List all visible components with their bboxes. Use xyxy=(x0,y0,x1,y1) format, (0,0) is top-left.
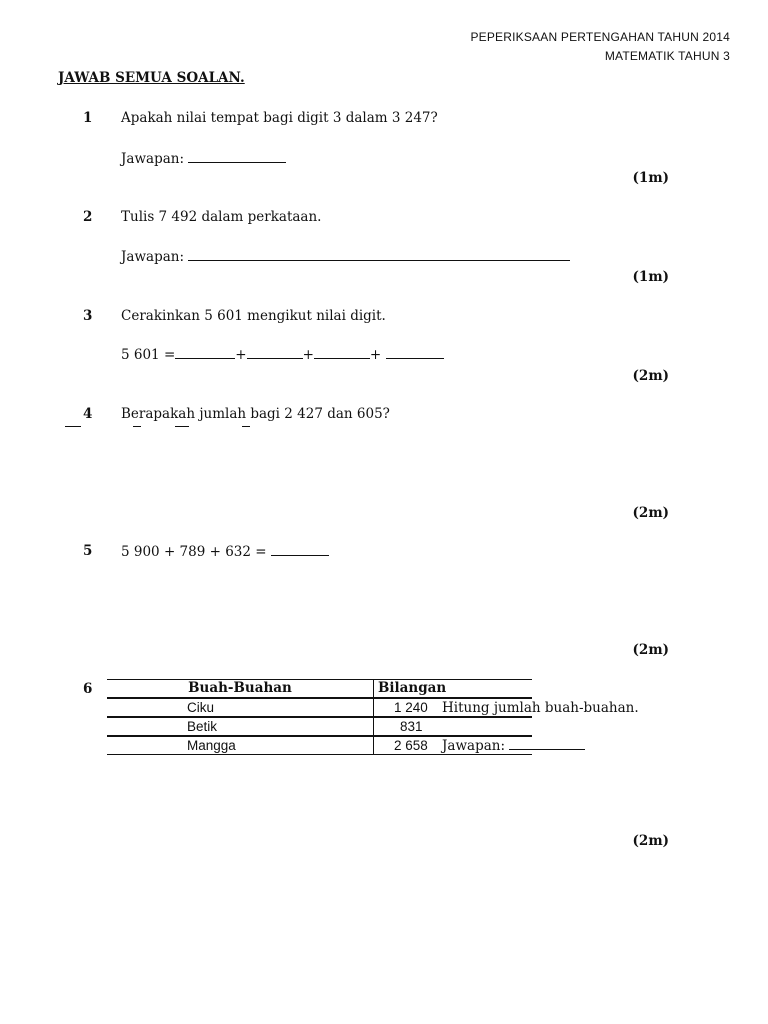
question-1-text: Apakah nilai tempat bagi digit 3 dalam 3 247? xyxy=(121,110,438,126)
equation-lhs: 5 601 = xyxy=(121,347,176,363)
answer-blank[interactable] xyxy=(175,346,235,359)
stray-mark xyxy=(133,426,141,427)
stray-mark xyxy=(65,426,81,427)
question-5-equation xyxy=(121,543,329,560)
question-2-number: 2 xyxy=(83,209,93,225)
question-3-number: 3 xyxy=(83,308,93,324)
table-row xyxy=(107,717,532,736)
question-4-marks: (2m) xyxy=(632,505,669,521)
fruit-name: Betik xyxy=(107,717,374,736)
question-3-marks: (2m) xyxy=(632,368,669,384)
stray-mark xyxy=(242,426,250,427)
stray-mark xyxy=(175,426,189,427)
fruit-name: Mangga xyxy=(107,736,374,755)
question-3-equation xyxy=(121,346,444,363)
column-header-fruit: Buah-Buahan xyxy=(107,680,374,699)
answer-blank[interactable] xyxy=(247,346,303,359)
question-3-text: Cerakinkan 5 601 mengikut nilai digit. xyxy=(121,308,386,324)
answer-label: Jawapan: xyxy=(121,249,184,265)
question-6-number: 6 xyxy=(83,681,93,697)
plus-sign: + xyxy=(369,347,382,363)
question-1-number: 1 xyxy=(83,110,93,126)
question-6-instruction: Hitung jumlah buah-buahan. xyxy=(442,700,639,716)
question-5-number: 5 xyxy=(83,543,93,559)
question-4-number: 4 xyxy=(83,406,93,422)
fruit-count: 1 240 xyxy=(394,700,428,715)
question-4-text: Berapakah jumlah bagi 2 427 dan 605? xyxy=(121,406,390,422)
answer-blank[interactable] xyxy=(271,543,329,556)
question-2-answer-line xyxy=(121,248,570,265)
question-5-text: 5 900 + 789 + 632 = xyxy=(121,544,267,560)
answer-blank[interactable] xyxy=(188,150,286,163)
question-1-marks: (1m) xyxy=(632,170,669,186)
answer-blank[interactable] xyxy=(314,346,370,359)
instructions-heading: JAWAB SEMUA SOALAN. xyxy=(58,70,245,86)
column-header-count: Bilangan xyxy=(378,680,447,696)
plus-sign: + xyxy=(302,347,314,363)
answer-label: Jawapan: xyxy=(121,151,184,167)
answer-label: Jawapan: xyxy=(442,738,505,754)
table-header-row xyxy=(107,680,532,699)
answer-blank[interactable] xyxy=(509,737,585,750)
question-2-text: Tulis 7 492 dalam perkataan. xyxy=(121,209,322,225)
fruit-name: Ciku xyxy=(107,698,374,717)
exam-header xyxy=(470,28,730,66)
answer-blank[interactable] xyxy=(386,346,444,359)
question-5-marks: (2m) xyxy=(632,642,669,658)
question-2-marks: (1m) xyxy=(632,269,669,285)
fruit-count: 831 xyxy=(400,719,423,734)
question-6-marks: (2m) xyxy=(632,833,669,849)
exam-subject: MATEMATIK TAHUN 3 xyxy=(604,49,730,63)
exam-title: PEPERIKSAAN PERTENGAHAN TAHUN 2014 xyxy=(470,30,730,44)
plus-sign: + xyxy=(235,347,247,363)
question-6-answer-line xyxy=(442,737,585,754)
answer-blank[interactable] xyxy=(188,248,570,261)
question-1-answer-line xyxy=(121,150,286,167)
fruit-count: 2 658 xyxy=(394,738,428,753)
